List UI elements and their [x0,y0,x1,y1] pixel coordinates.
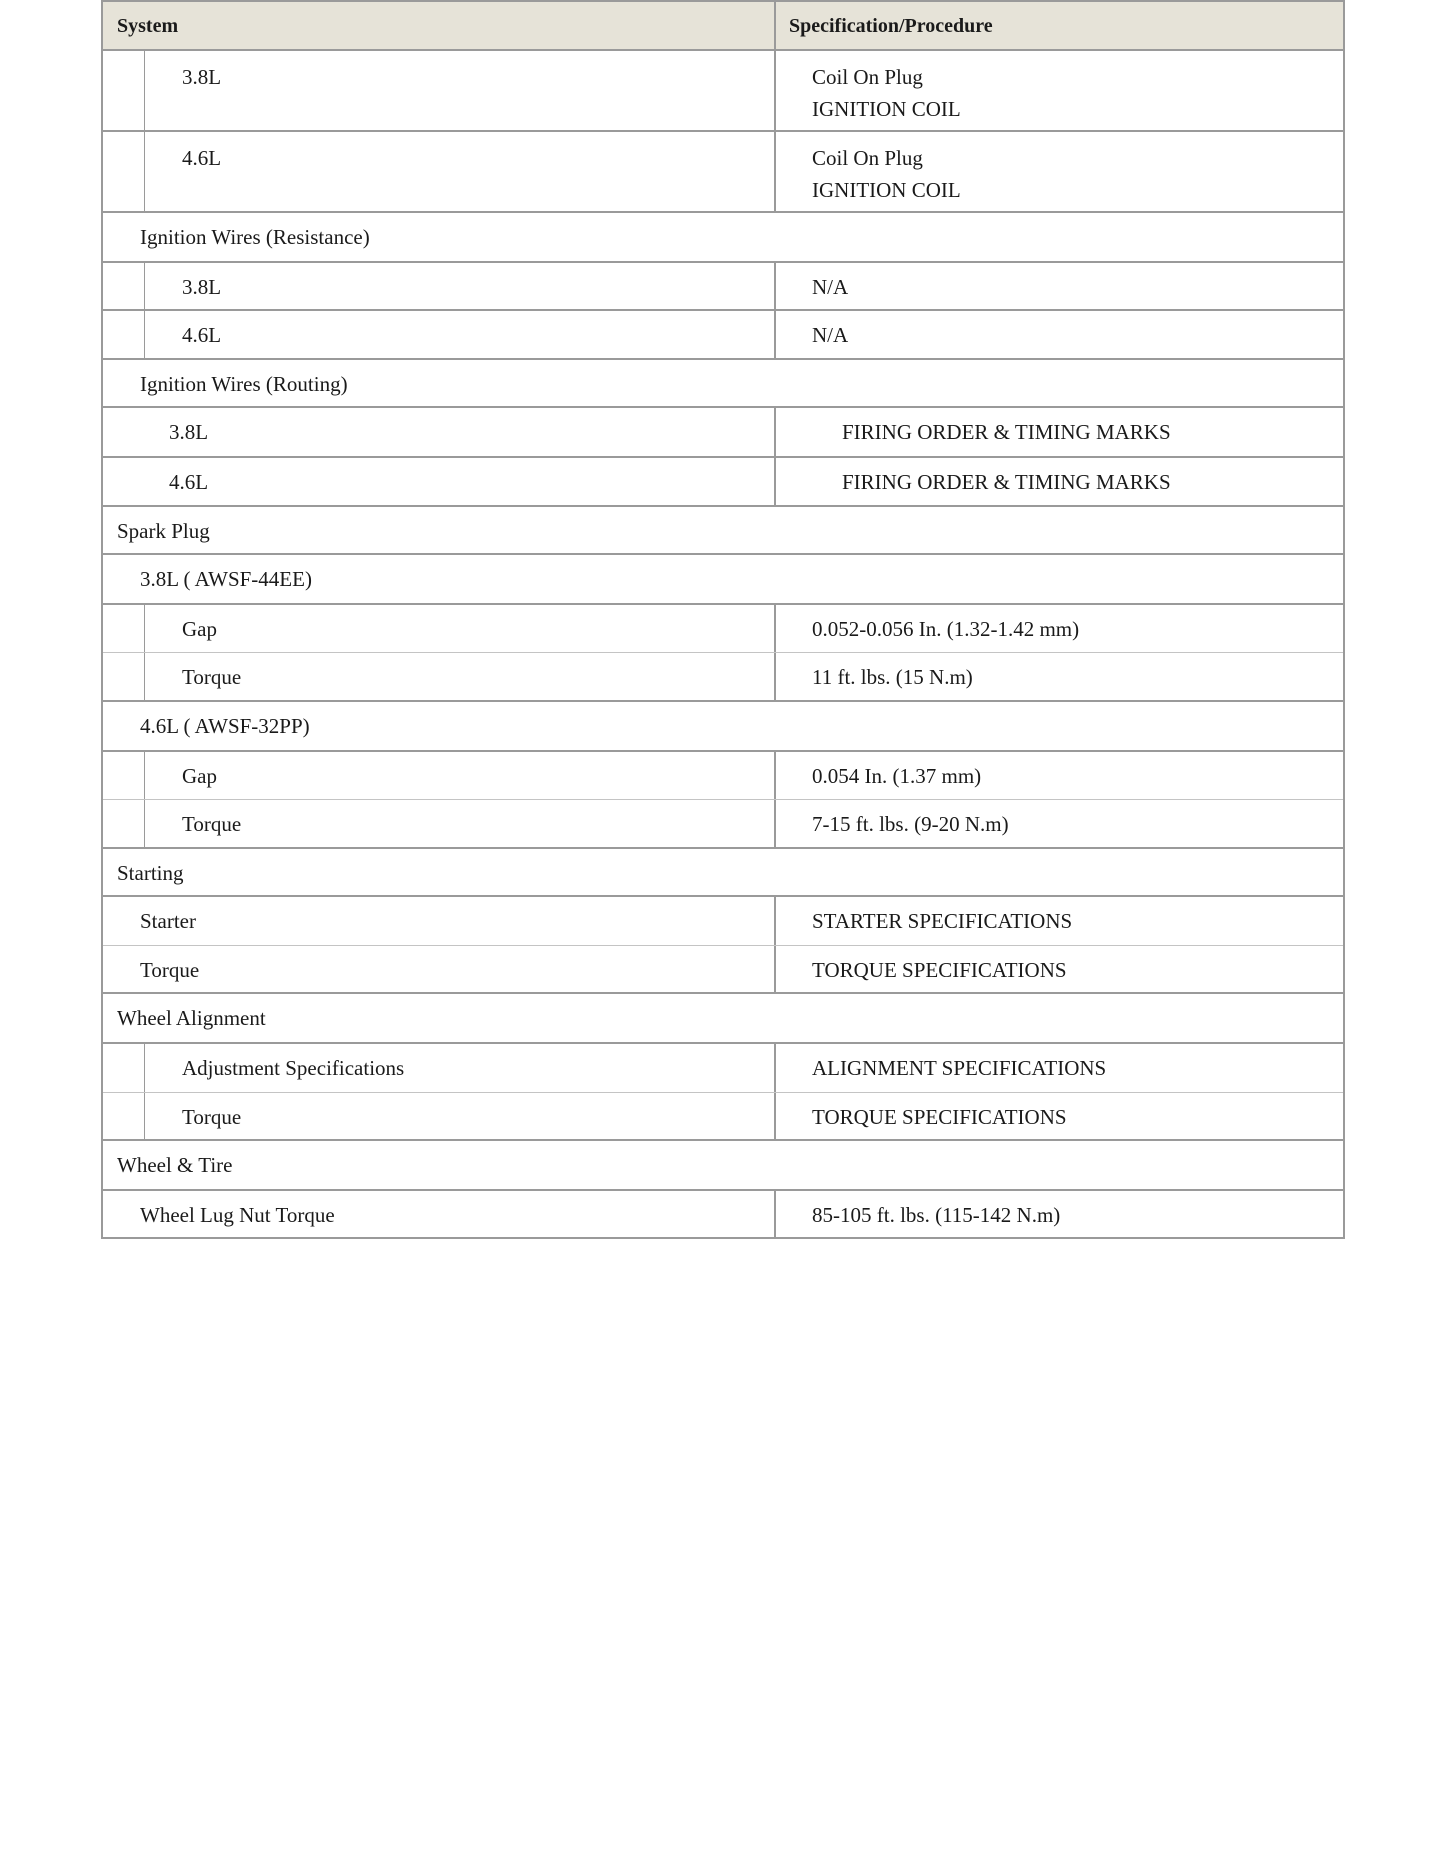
spec-cell [776,132,1343,211]
indent-marker [103,1044,145,1092]
table-header-row [103,2,1343,51]
indent-marker [103,51,145,130]
table-row [103,752,1343,800]
header-system: System [117,15,179,37]
indent-marker [103,653,145,700]
indent-marker [103,311,145,358]
table-row [103,800,1343,849]
spec-cell [776,752,1343,799]
spec-cell [776,263,1343,309]
spec-value: ALIGNMENT SPECIFICATIONS [812,1056,1107,1080]
indent-marker [103,132,145,211]
section-row [103,702,1343,752]
system-cell: Torque [182,812,242,836]
spec-cell [776,1093,1343,1139]
section-row [103,360,1343,408]
spec-cell [776,1191,1343,1237]
spec-value: TORQUE SPECIFICATIONS [812,958,1067,982]
indent-marker [103,605,145,652]
section-label: 3.8L ( AWSF-44EE) [140,567,312,591]
spec-value: FIRING ORDER & TIMING MARKS [842,470,1171,494]
spec-line: Coil On Plug [812,146,923,170]
system-cell: 3.8L [182,275,222,299]
table-row [103,1093,1343,1141]
table-row [103,51,1343,132]
section-label: Wheel & Tire [117,1153,233,1177]
system-cell: Torque [140,958,200,982]
indent-marker [103,263,145,309]
spec-value: 0.054 In. (1.37 mm) [812,764,982,788]
header-system-cell [103,2,776,49]
system-cell: Torque [182,1105,242,1129]
system-cell: 3.8L [169,420,209,444]
spec-value: 85-105 ft. lbs. (115-142 N.m) [812,1203,1061,1227]
spec-cell [776,605,1343,652]
section-row [103,1141,1343,1191]
table-row [103,605,1343,653]
spec-cell [776,408,1343,456]
spec-line: IGNITION COIL [812,178,961,202]
spec-value: STARTER SPECIFICATIONS [812,909,1073,933]
system-cell: 4.6L [182,323,222,347]
spec-line: Coil On Plug [812,65,923,89]
spec-value: 11 ft. lbs. (15 N.m) [812,665,973,689]
spec-value: FIRING ORDER & TIMING MARKS [842,420,1171,444]
table-row [103,458,1343,507]
spec-value: 7-15 ft. lbs. (9-20 N.m) [812,812,1009,836]
section-row [103,213,1343,263]
spec-cell [776,897,1343,945]
spec-value: N/A [812,323,849,347]
system-cell: Wheel Lug Nut Torque [140,1203,335,1227]
indent-marker [103,1093,145,1139]
spec-cell [776,800,1343,847]
table-row [103,946,1343,994]
section-label: Spark Plug [117,519,210,543]
section-row [103,849,1343,897]
section-label: Ignition Wires (Routing) [140,372,348,396]
spec-cell [776,1044,1343,1092]
indent-marker [103,800,145,847]
spec-value: N/A [812,275,849,299]
section-label: Ignition Wires (Resistance) [140,225,370,249]
section-row [103,994,1343,1044]
table-row [103,1191,1343,1239]
table-row [103,311,1343,360]
header-spec-cell [776,2,1343,49]
table-row [103,132,1343,213]
specifications-table [101,0,1345,1239]
system-cell: Adjustment Specifications [182,1056,405,1080]
table-row [103,263,1343,311]
system-cell: Starter [140,909,196,933]
spec-cell [776,458,1343,505]
spec-cell [776,311,1343,358]
system-cell: 4.6L [182,146,222,170]
spec-cell [776,653,1343,700]
table-row [103,897,1343,946]
section-label: Starting [117,861,184,885]
system-cell: Gap [182,617,217,641]
spec-cell [776,946,1343,992]
spec-cell [776,51,1343,130]
section-label: Wheel Alignment [117,1006,266,1030]
table-row [103,1044,1343,1093]
system-cell: 4.6L [169,470,209,494]
section-row [103,555,1343,605]
table-row [103,653,1343,702]
indent-marker [103,752,145,799]
section-row [103,507,1343,555]
spec-value: 0.052-0.056 In. (1.32-1.42 mm) [812,617,1080,641]
system-cell: 3.8L [182,65,222,89]
table-row [103,408,1343,458]
spec-value: TORQUE SPECIFICATIONS [812,1105,1067,1129]
header-spec: Specification/Procedure [789,15,993,37]
spec-line: IGNITION COIL [812,97,961,121]
system-cell: Gap [182,764,217,788]
system-cell: Torque [182,665,242,689]
section-label: 4.6L ( AWSF-32PP) [140,714,310,738]
